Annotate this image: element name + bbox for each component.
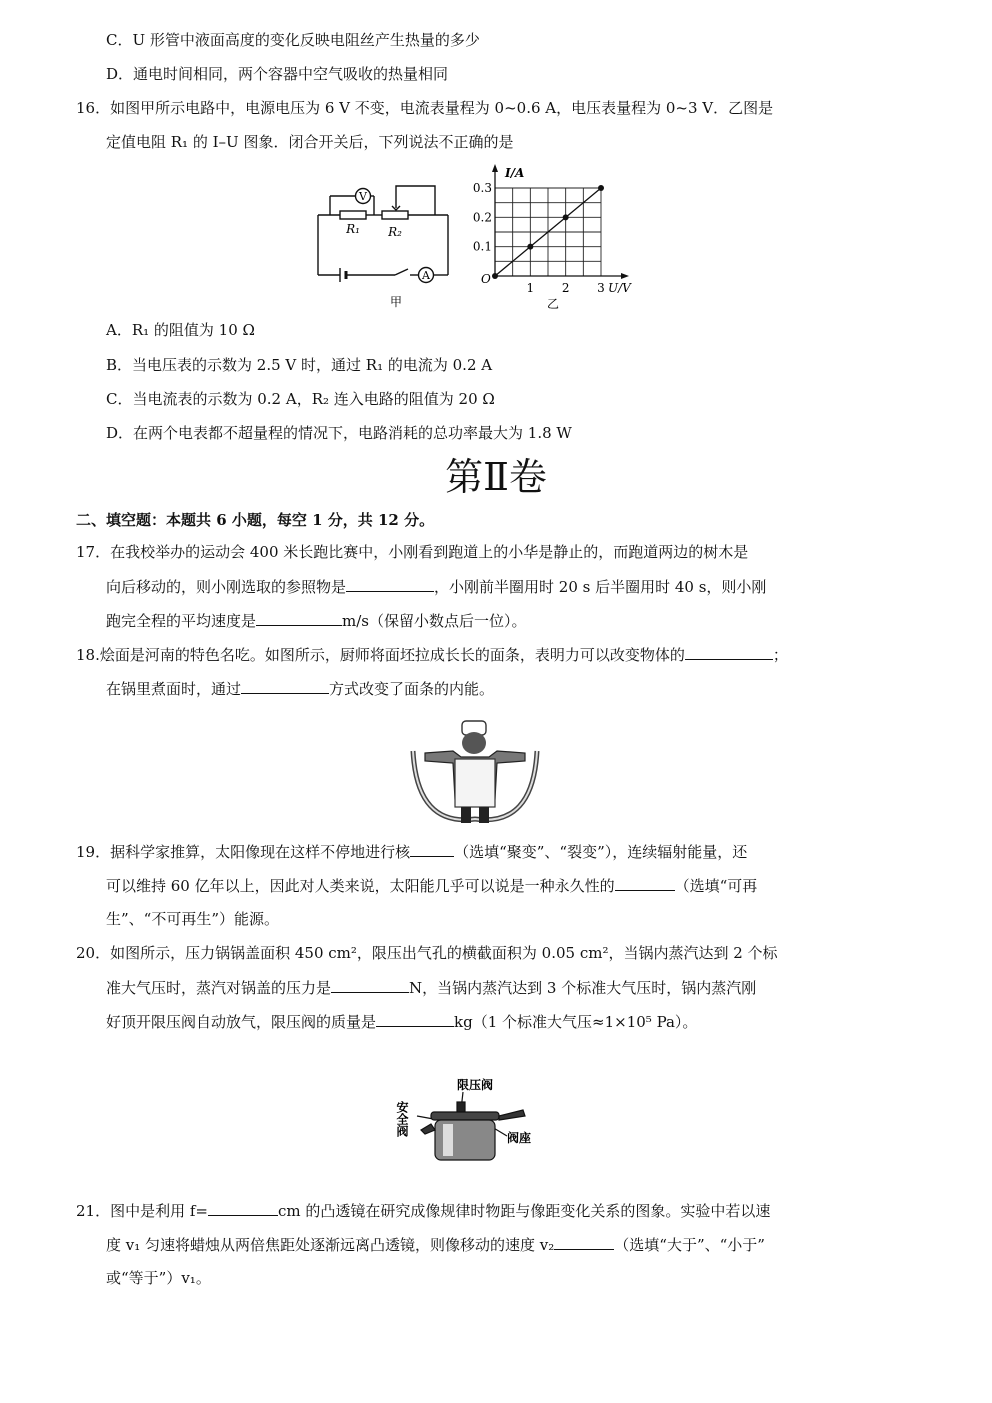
x-tick-label: 3 [597, 281, 605, 295]
origin-label: O [481, 272, 491, 286]
r2-label: R₂ [388, 225, 402, 239]
q17-blank-1[interactable] [346, 576, 434, 592]
circuit-diagram [310, 178, 450, 313]
q21-line3: 或“等于”）v₁。 [106, 1269, 211, 1287]
q20-line1: 20．如图所示，压力锅锅盖面积 450 cm²，限压出气孔的横截面积为 0.05 cm²，当锅内蒸汽达到 2 个标 [76, 944, 778, 962]
r1-resistor [340, 211, 366, 219]
q21-blank-2[interactable] [554, 1234, 614, 1250]
x-axis-label: U/V [608, 281, 631, 295]
circuit-caption: 甲 [389, 295, 403, 309]
q19-line3: 生”、“不可再生”）能源。 [106, 910, 280, 928]
section-heading: 二、填空题：本题共 6 小题，每空 1 分，共 12 分。 [76, 511, 435, 529]
pressure-cooker-figure [395, 1076, 545, 1168]
q18-blank-1[interactable] [685, 644, 773, 660]
x-tick-label: 2 [561, 281, 570, 295]
q21-line1: 21．图中是利用 f= cm 的凸透镜在研究成像规律时物距与像距变化关系的图象。实验中若以速 [76, 1202, 771, 1220]
safety-valve-label: 安全阀 [395, 1101, 409, 1137]
chart-caption: 乙 [546, 297, 560, 311]
q17-line2: 向后移动的，则小刚选取的参照物是 ，小刚前半圈用时 20 s 后半圈用时 40 s，则小刚 [106, 578, 767, 596]
q20-line3: 好顶开限压阀自动放气，限压阀的质量是 kg（1 个标准大气压≈1×10⁵ Pa）。 [106, 1013, 698, 1031]
valve-seat-label: 阀座 [507, 1131, 532, 1145]
y-tick-label: 0.3 [472, 181, 492, 195]
q18-line2: 在锅里煮面时，通过 方式改变了面条的内能。 [106, 680, 495, 698]
section-title: 第Ⅱ卷 [445, 455, 547, 499]
q18-line1: 18.烩面是河南的特色名吃。如图所示，厨师将面坯拉成长长的面条，表明力可以改变物体的 ； [76, 646, 788, 664]
q17-blank-2[interactable] [256, 610, 342, 626]
q16-option-b: B．当电压表的示数为 2.5 V 时，通过 R₁ 的电流为 0.2 A [106, 356, 493, 374]
q16-option-a: A．R₁ 的阻值为 10 Ω [106, 321, 255, 339]
q16-stem-line2: 定值电阻 R₁ 的 I–U 图象．闭合开关后，下列说法不正确的是 [106, 133, 514, 151]
y-axis-arrow [492, 164, 498, 172]
q19-blank-1[interactable] [410, 841, 454, 857]
q16-stem-line1: 16．如图甲所示电路中，电源电压为 6 V 不变，电流表量程为 0~0.6 A，电压表量程为 0~3 V．乙图是 [76, 99, 774, 117]
q19-line2: 可以维持 60 亿年以上，因此对人类来说，太阳能几乎可以说是一种永久性的 （选填“可再 [106, 877, 758, 895]
q21-blank-1[interactable] [208, 1200, 278, 1216]
q19-blank-2[interactable] [615, 875, 675, 891]
q16-option-c: C．当电流表的示数为 0.2 A，R₂ 连入电路的阻值为 20 Ω [106, 390, 495, 408]
q18-blank-2[interactable] [241, 678, 329, 694]
data-point [527, 244, 533, 250]
q21-line2: 度 v₁ 匀速将蜡烛从两倍焦距处逐渐远离凸透镜，则像移动的速度 v₂ （选填“大于”、“小于” [106, 1236, 765, 1254]
r2-rheostat [382, 211, 408, 219]
q20-blank-1[interactable] [331, 977, 409, 993]
r1-label: R₁ [346, 222, 360, 236]
x-tick-label: 1 [526, 281, 535, 295]
data-point [563, 214, 569, 220]
q15-option-c: C．U 形管中液面高度的变化反映电阻丝产生热量的多少 [106, 31, 480, 49]
iu-chart [465, 163, 645, 313]
q15-option-d: D．通电时间相同，两个容器中空气吸收的热量相同 [106, 65, 449, 83]
q19-line1: 19．据科学家推算，太阳像现在这样不停地进行核 （选填“聚变”、“裂变”），连续辐射能量，还 [76, 843, 748, 861]
q20-line2: 准大气压时，蒸汽对锅盖的压力是 N，当锅内蒸汽达到 3 个标准大气压时，锅内蒸汽刚 [106, 979, 757, 997]
q17-line3: 跑完全程的平均速度是 m/s（保留小数点后一位）。 [106, 612, 527, 630]
q16-option-d: D．在两个电表都不超量程的情况下，电路消耗的总功率最大为 1.8 W [106, 424, 572, 442]
q20-blank-2[interactable] [376, 1011, 454, 1027]
data-point [492, 273, 498, 279]
x-axis-arrow [621, 273, 629, 279]
data-point [598, 185, 604, 191]
chef-noodle-illustration [405, 717, 545, 825]
y-tick-label: 0.1 [472, 239, 492, 254]
y-tick-label: 0.2 [472, 210, 492, 225]
q17-line1: 17．在我校举办的运动会 400 米长跑比赛中，小刚看到跑道上的小华是静止的，而跑道两边的树木是 [76, 543, 749, 561]
limit-valve-label: 限压阀 [457, 1078, 494, 1092]
ammeter-label: A [422, 269, 430, 282]
voltmeter-label: V [359, 190, 367, 203]
y-axis-label: I/A [505, 166, 525, 180]
